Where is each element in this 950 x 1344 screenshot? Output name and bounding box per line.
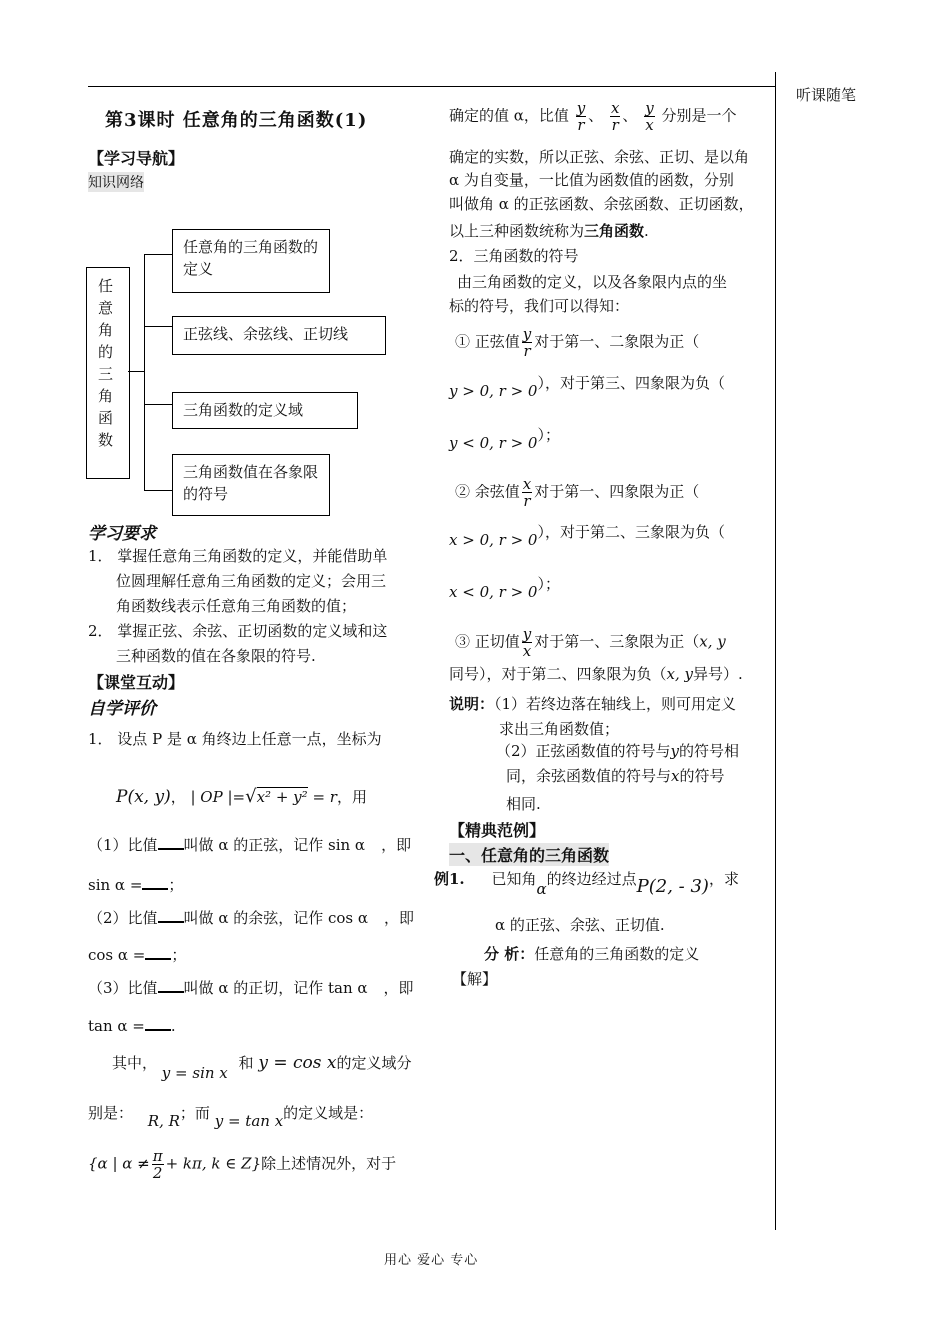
diagram-branch-definition: 任意角的三角函数的定义 — [172, 229, 330, 293]
diagram-root-text: 任意角的三角函数 — [98, 277, 114, 449]
blank[interactable] — [145, 948, 171, 960]
sine-sign-cont: y > 0, r > 0），对于第三、四象限为负（ — [449, 374, 725, 400]
connector — [144, 404, 172, 405]
op-length: | OP |= — [190, 788, 246, 806]
connector — [128, 371, 144, 372]
side-note: 听课随笔 — [796, 86, 857, 104]
text-line: 以上三种函数统称为三角函数. — [449, 222, 649, 240]
analysis: 分 析：任意角的三角函数的定义 — [484, 945, 700, 963]
tangent-definition: （3）比值 叫做 α 的正切，记作 tan α ，即 — [88, 979, 414, 997]
diagram-branch-lines: 正弦线、余弦线、正切线 — [172, 316, 386, 355]
cosine-sign: ② 余弦值 $\frac{x}{r}$ 对于第一、四象限为正（ — [455, 475, 700, 510]
requirement-1-cont: 角函数线表示任意角三角函数的值； — [116, 597, 357, 615]
note-2-cont: 同，余弦函数值的符号与x的符号 — [506, 767, 725, 785]
connector — [144, 254, 145, 490]
sqrt-expr: x² + y² — [256, 788, 308, 806]
header-rule — [88, 86, 776, 87]
requirement-1: 1． 掌握任意角三角函数的定义，并能借助单 — [88, 547, 388, 565]
text-line: 由三角函数的定义，以及各象限内点的坐 — [457, 273, 728, 291]
tangent-sign: ③ 正切值 $\frac{y}{x}$ 对于第一、三象限为正（x, y — [455, 625, 726, 660]
example-1: 例1. 已知角α的终边经过点P(2, - 3)，求 — [434, 870, 739, 898]
sine-definition: （1）比值 叫做 α 的正弦，记作 sin α ，即 — [88, 836, 412, 854]
study-nav-heading: 【学习导航】 — [88, 149, 185, 168]
blank[interactable] — [145, 1019, 171, 1031]
cosine-sign-cont: x < 0, r > 0）； — [449, 575, 560, 601]
text-line: 标的符号，我们可以得知： — [449, 297, 630, 315]
note-1-cont: 求出三角函数值； — [499, 720, 620, 738]
tangent-sign-cont: 同号），对于第二、四象限为负（x, y异号）. — [449, 665, 743, 683]
example-1-cont: α 的正弦、余弦、正切值. — [495, 916, 665, 934]
sign-heading: 2．三角函数的符号 — [449, 247, 579, 265]
blank[interactable] — [142, 878, 168, 890]
equals-r: = r — [312, 788, 337, 806]
sine-formula: sin α = ； — [88, 876, 184, 894]
point-p: P(x, y) — [116, 787, 171, 807]
blank[interactable] — [158, 911, 184, 923]
text-line: α 为自变量，一比值为函数值的函数，分别 — [449, 171, 734, 189]
section-1-heading: 一、任意角的三角函数 — [449, 843, 609, 866]
text-line: 叫做角 α 的正弦函数、余弦函数、正切函数， — [449, 195, 754, 213]
connector — [144, 490, 172, 491]
domain-line-3: {α | α ≠ $\frac{\pi}{2}$ + kπ, k ∈ Z}除上述情况外，对于 — [88, 1147, 397, 1182]
knowledge-net-label: 知识网络 — [88, 172, 144, 192]
note-1: 说明：（1）若终边落在轴线上，则可用定义 — [449, 695, 737, 713]
class-interaction-heading: 【课堂互动】 — [88, 673, 185, 692]
solution-label: 【解】 — [452, 970, 498, 988]
connector — [144, 326, 172, 327]
domain-line-1: 其中， y = sin x 和 y = cos x的定义域分 — [112, 1053, 412, 1082]
text-line: 确定的实数，所以正弦、余弦、正切、是以角 — [449, 148, 750, 166]
tangent-formula: tan α = . — [88, 1017, 176, 1035]
sine-sign-cont: y < 0, r > 0）； — [449, 426, 560, 452]
connector — [144, 254, 172, 255]
blank[interactable] — [158, 981, 184, 993]
requirements-heading: 学习要求 — [88, 524, 156, 544]
footer-motto: 用心 爱心 专心 — [384, 1253, 479, 1268]
diagram-branch-domain: 三角函数的定义域 — [172, 392, 358, 429]
cosine-sign-cont: x > 0, r > 0），对于第二、三象限为负（ — [449, 523, 725, 549]
question-1-formula: P(x, y)， | OP |=√x² + y² = r，用 — [116, 786, 367, 807]
self-eval-heading: 自学评价 — [88, 699, 156, 719]
cosine-definition: （2）比值 叫做 α 的余弦，记作 cos α ，即 — [88, 909, 415, 927]
requirement-1-cont: 位圆理解任意角三角函数的定义；会用三 — [116, 572, 387, 590]
examples-heading: 【精典范例】 — [449, 821, 546, 840]
cosine-formula: cos α = ； — [88, 946, 187, 964]
note-2: （2）正弦函数值的符号与y的符号相 — [496, 742, 740, 760]
q1-end: ，用 — [336, 788, 367, 806]
note-2-cont: 相同. — [506, 795, 541, 813]
sine-sign: ① 正弦值 $\frac{y}{r}$ 对于第一、二象限为正（ — [455, 325, 700, 360]
margin-rule — [775, 72, 776, 1230]
diagram-branch-signs: 三角函数值在各象限的符号 — [172, 454, 330, 516]
domain-line-2: 别是： R, R；而 y = tan x的定义域是： — [88, 1104, 374, 1130]
lesson-title: 第3课时 任意角的三角函数(1) — [105, 110, 368, 131]
blank[interactable] — [158, 838, 184, 850]
requirement-2-cont: 三种函数的值在各象限的符号. — [116, 647, 316, 665]
question-1: 1． 设点 P 是 α 角终边上任意一点，坐标为 — [88, 730, 382, 748]
ratio-line: 确定的值 α，比值 $\frac{y}{r}$ 、 $\frac{x}{r}$ 、 $\frac{y}{x}$ 分别是一个 — [449, 99, 737, 134]
requirement-2: 2． 掌握正弦、余弦、正切函数的定义域和这 — [88, 622, 388, 640]
